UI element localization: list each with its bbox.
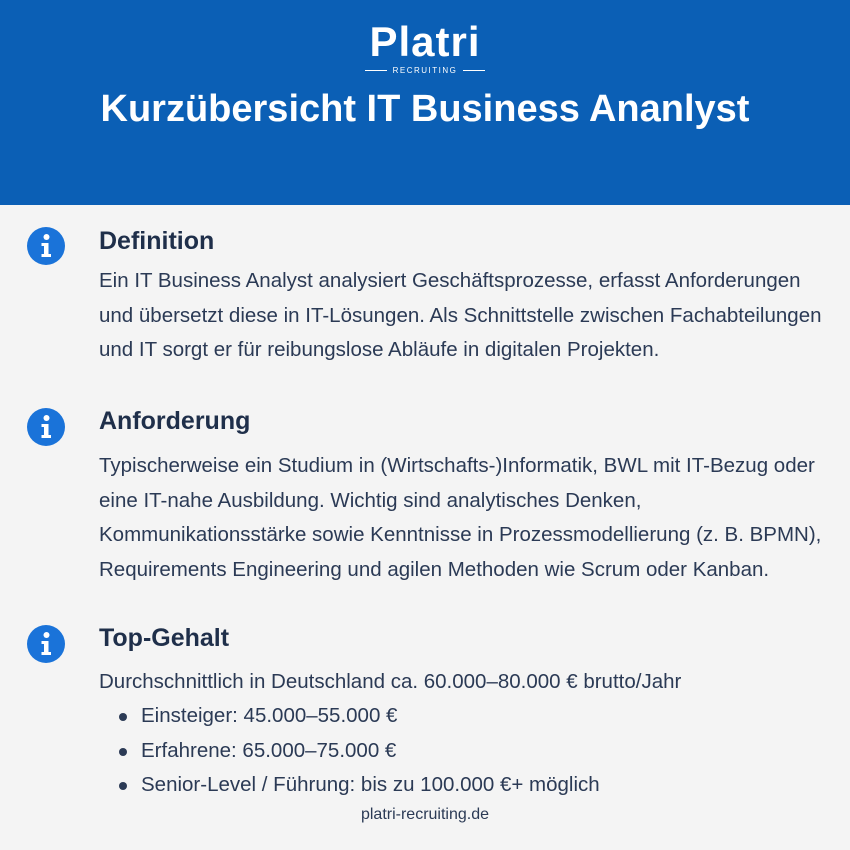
- section-body: Durchschnittlich in Deutschland ca. 60.000–80.000 € brutto/Jahr: [99, 670, 682, 693]
- footer-url: platri-recruiting.de: [360, 806, 490, 823]
- logo-divider-right: [463, 70, 485, 71]
- header-banner: [0, 0, 850, 205]
- brand-subline: [0, 66, 850, 75]
- info-icon: [26, 226, 66, 266]
- page-title: Kurzübersicht IT Business Ananlyst: [100, 88, 750, 130]
- info-icon: [26, 624, 66, 664]
- section-body: Ein IT Business Analyst analysiert Geschäftsprozesse, erfasst Anforderungen und übersetzt diese in IT-Lösungen. Als Schnittstelle zwischen Fachabteilungen und IT sorgt er für reibungslose Abläufe in digitalen Projekten.: [99, 269, 822, 361]
- section-heading: Definition: [99, 227, 215, 255]
- list-item: Senior-Level / Führung: bis zu 100.000 €+ möglich: [117, 768, 600, 803]
- list-item: Erfahrene: 65.000–75.000 €: [117, 734, 600, 769]
- brand-logo: Platri: [369, 18, 481, 65]
- section-body: Typischerweise ein Studium in (Wirtschafts-)Informatik, BWL mit IT-Bezug oder eine IT-nahe Ausbildung. Wichtig sind analytisches Denken, Kommunikationsstärke sowie Kenntnisse in Prozessmodellierung (z. B. BPMN), Requirements Engineering und agilen Methoden wie Scrum oder Kanban.: [99, 454, 822, 581]
- brand-sub: RECRUITING: [392, 66, 458, 75]
- logo-divider-left: [365, 70, 387, 71]
- info-icon: [26, 407, 66, 447]
- section-heading: Anforderung: [99, 407, 251, 435]
- section-heading: Top-Gehalt: [99, 624, 230, 652]
- salary-list: [117, 699, 600, 803]
- list-item: Einsteiger: 45.000–55.000 €: [117, 699, 600, 734]
